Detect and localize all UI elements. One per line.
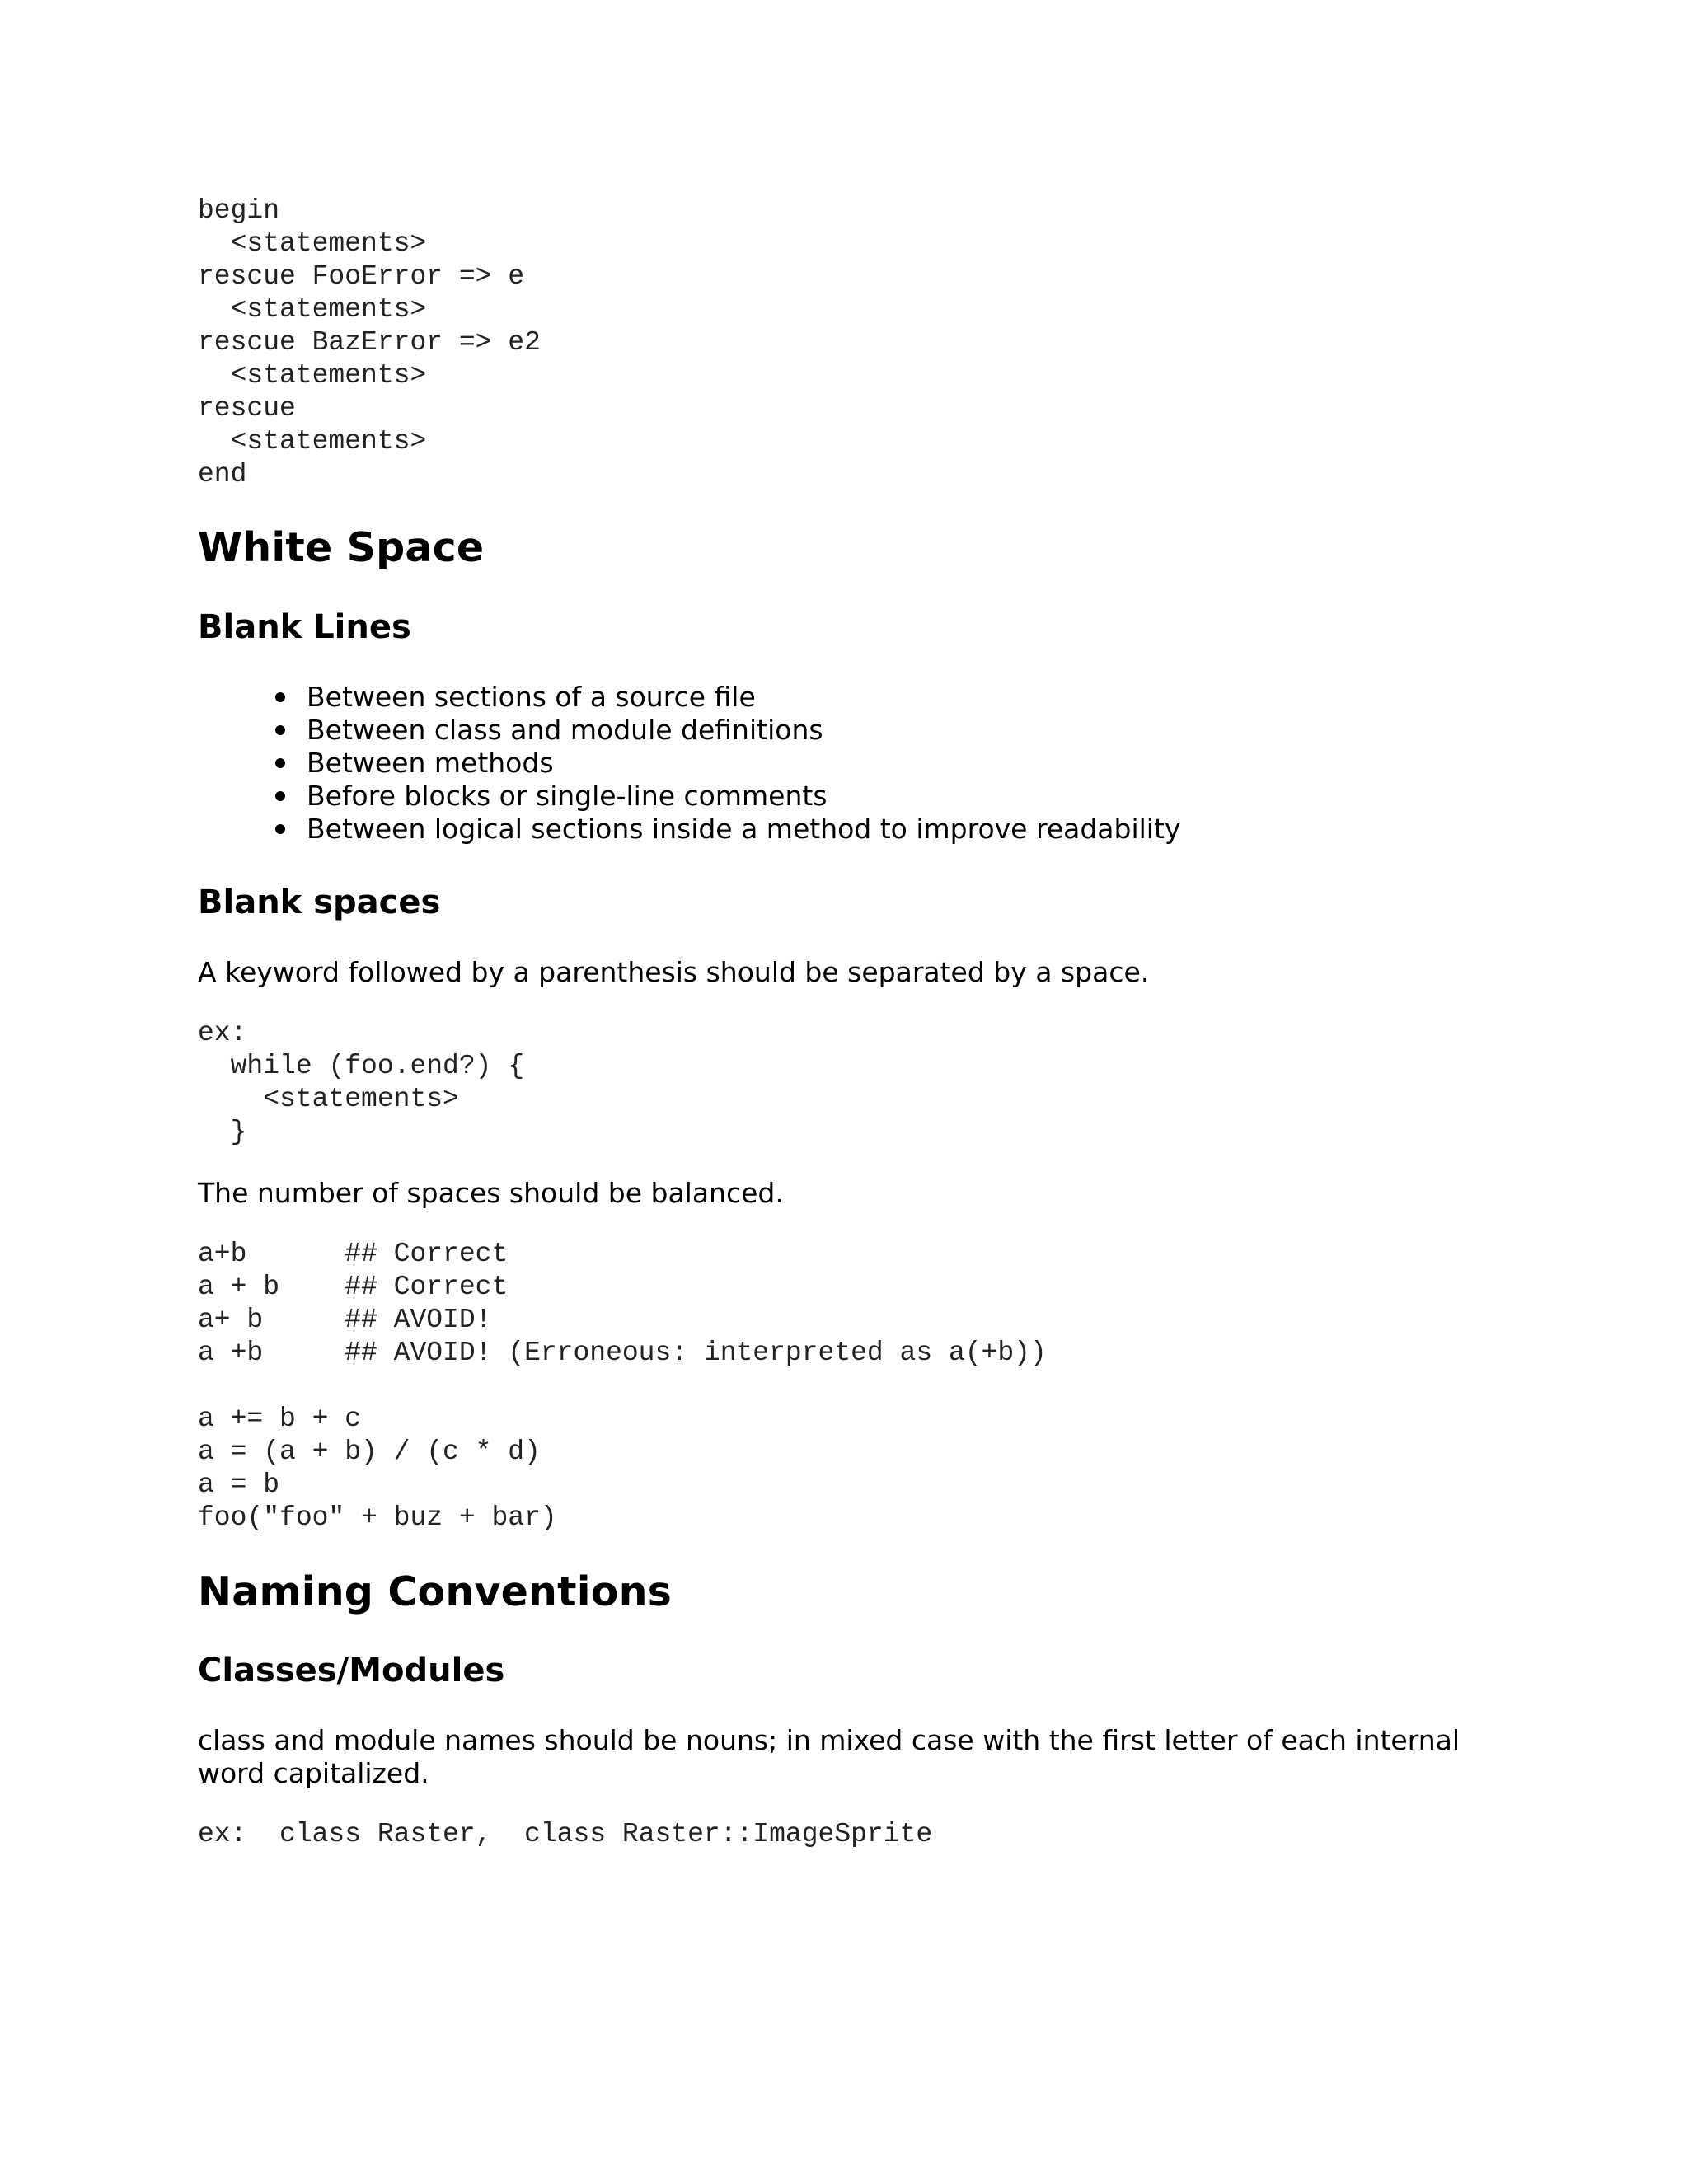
code-block-rescue: begin <statements> rescue FooError => e <statements> rescue BazError => e2 <statements> rescue <statements> end	[198, 195, 541, 490]
code-block-while: ex: while (foo.end?) { <statements> }	[198, 1018, 525, 1147]
bullet-icon	[275, 758, 285, 768]
heading-white-space: White Space	[198, 524, 485, 571]
bullet-icon	[275, 791, 285, 801]
heading-blank-lines: Blank Lines	[198, 608, 411, 646]
document-page	[198, 194, 1500, 1851]
list-item: Between methods	[307, 747, 1500, 780]
heading-blank-spaces: Blank spaces	[198, 883, 441, 921]
bullet-icon	[275, 824, 285, 834]
code-block-spacing-examples: a+b ## Correct a + b ## Correct a+ b ## AVOID! a +b ## AVOID! (Erroneous: interpreted as a(+b)) a += b + c a = (a + b) / (c * d) a = b foo("foo" + buz + bar)	[198, 1239, 1047, 1533]
paragraph-class-names: class and module names should be nouns; in mixed case with the first letter of each internal word capitalized.	[198, 1724, 1461, 1789]
paragraph-balanced-spaces: The number of spaces should be balanced.	[198, 1177, 784, 1209]
bullet-icon	[275, 692, 285, 702]
list-item: Between logical sections inside a method to improve readability	[307, 813, 1500, 846]
heading-naming-conventions: Naming Conventions	[198, 1568, 673, 1615]
list-item: Before blocks or single-line comments	[307, 780, 1500, 813]
list-item: Between sections of a source file	[307, 681, 1500, 714]
code-block-class-example: ex: class Raster, class Raster::ImageSprite	[198, 1819, 933, 1849]
paragraph-keyword-parenthesis: A keyword followed by a parenthesis should be separated by a space.	[198, 956, 1150, 988]
list-item: Between class and module definitions	[307, 714, 1500, 747]
heading-classes-modules: Classes/Modules	[198, 1652, 505, 1690]
bullet-icon	[275, 725, 285, 735]
blank-lines-list	[198, 681, 1500, 846]
